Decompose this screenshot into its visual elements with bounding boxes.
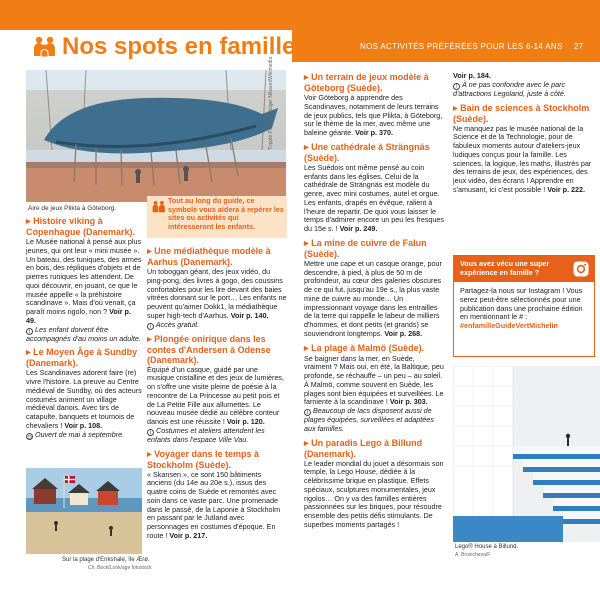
photo-lego-credit: A. Bruvicheva/F (455, 552, 491, 558)
photo-playground-credit: Tripple Pirelahn Holger Nilsson/Wikimedia (268, 56, 274, 150)
instagram-icon[interactable] (572, 260, 590, 278)
page-reference: Voir p. 108. (64, 420, 103, 430)
entry-note: Ouvert de mai à septembre. (35, 429, 125, 439)
entry-title: Une cathédrale à Strängnäs (Suède). (304, 141, 430, 163)
photo-beach-caption: Sur la plage d'Enkshale, île Ærø. (62, 557, 150, 563)
instagram-body (460, 287, 592, 331)
info-icon: i (147, 429, 154, 436)
entry-malmo: ▶ La plage à Malmö (Suède). Se baigner dans la mer, en Suède, vraiment ? Mais oui, en été, la Baltique, peu profonde, se réchauffe – un peu – au soleil. À Malmö, comme souvent en Suède, les plages sont bien équipées et surveillées. Le farniente à la scandinave ! Voir p. 303. i Beaucoup de lacs disposent aussi de plages équipées, surveillées et adaptées aux familles. (304, 342, 444, 433)
beach-illustration (26, 468, 142, 554)
entry-aarhus: ▶ Une médiathèque modèle à Aarhus (Danemark). Un toboggan géant, des jeux vidéo, du ping-pong, des livres à gogo, des coussins confortables pour les lire devant des baies vitrées donnant sur le port… Les enfants ne peuvent qu'aimer Dokk1, la médiathèque super high-tech d'Aarhus. Voir p. 140. i Accès gratuit. (147, 246, 287, 330)
running-head: NOS ACTIVITÉS PRÉFÉRÉES POUR LES 6-14 ANS (360, 42, 563, 51)
page-reference: Voir p. 370. (355, 128, 393, 137)
clock-icon: ◷ (27, 433, 32, 440)
entry-note: Beaucoup de lacs disposent aussi de plages équipées, surveillées et adaptées aux familles. (304, 406, 434, 433)
entry-body: Ne manquez pas le musée national de la Science et de la Technologie, pour de fabuleux moments autour d'ateliers-jeux ludiques conçus pour la famille. Les sciences, la logique, les maths, illustrés par des terrains de jeux, des expériences, des jeux vidéo, des écrans ! Apprendre en s'amusant, ici c'est possible ! (453, 123, 592, 194)
entry-title: Un terrain de jeux modèle à Göteborg (Suède). (304, 72, 429, 93)
entry-title: Un paradis Lego à Billund (Danemark). (304, 437, 423, 459)
entry-body: Un toboggan géant, des jeux vidéo, du ping-pong, des livres à gogo, des coussins confortables pour les lire devant des baies vitrées donnant sur le port… Les enfants ne peuvent qu'aimer Dokk1, la médiathèque super high-tech d'Aarhus. (147, 267, 287, 320)
info-icon: i (147, 323, 154, 330)
entry-body: Les Suédois ont même pensé au coin enfants dans les églises. Celui de la cathédrale de Strängnäs est modèle du genre, avec mini costumes, autel et orgue. Les enfants, drapés en évêque, ralient à l'heure de repartir. De quoi vous laisser le temps d'admirer encore un peu les fresques du 15e s. ! (304, 162, 445, 233)
callout-text: Tout au long du guide, ce symbole vous aidera à repérer les sites ou activités qui intéresseront les enfants. (168, 196, 284, 231)
family-icon (33, 36, 57, 58)
page-reference: Voir p. 120. (226, 417, 265, 426)
page-number: 27 (574, 42, 583, 51)
playground-illustration (26, 70, 286, 202)
entry-note: Accès gratuit. (155, 319, 200, 329)
entry-title: Histoire viking à Copenhague (Danemark). (26, 216, 136, 237)
column-1 (26, 216, 142, 444)
photo-playground (26, 70, 286, 202)
entry-falun: ▶ La mine de cuivre de Falun (Suède). Mettre une cape et un casque orange, pour descendre, à pied, à plus de 50 m de profondeur, au cœur des galeries obscures de ce qui fut, jusqu'au 19e s., la plus vaste mine de cuivre au monde… Un impressionnant voyage dans les entrailles de la terre qui rappelle le labeur de milliers d'hommes, et dont petits (et grands) se souviendront longtemps. Voir p. 268. (304, 237, 442, 338)
entry-title: Voyager dans le temps à Stockholm (Suède). (147, 448, 260, 470)
photo-lego-caption: Lego® House à Billund. (455, 544, 519, 550)
warning-icon: ! (453, 83, 460, 90)
lego-house-illustration (453, 366, 600, 542)
page-reference: Voir p. 222. (547, 184, 586, 194)
entry-copenhague: ▶ Histoire viking à Copenhague (Danemark). Le Musée national à pensé aux plus jeunes, qui ont leur « mini musée ». Un bateau, des tuniques, des armes en bois, des répliques d'objets et de pierres runiques les attendent. De quoi découvrir, en jouant, ce que le musée appelle « la préhistoire scandinave ». Mais d'où venait, ça paraît moins rigolo, non ? Voir p. 49. i Les enfant doivent être accompagnés d'au moins un adulte. (26, 216, 142, 343)
entry-note: Costumes et ateliers attendent les enfants dans l'espace Ville Vau. (147, 425, 265, 444)
page-title: Nos spots en famille (62, 33, 296, 60)
entry-stockholm-skansen: ▶ Voyager dans le temps à Stockholm (Suède). « Skansen », ce sont 150 bâtiments anciens (du 14e au 20e s.), issus des quatre coins de Suède et remontés avec soin dans ce vaste parc. Une promenade dans le passé, de la Laponie à Stockholm en passant par le Jutland avec personnages en costumes d'époque. En route ! Voir p. 217. (147, 448, 281, 540)
entry-note: Les enfant doivent être accompagnés d'au moins un adulte. (26, 324, 141, 343)
family-icon (152, 200, 166, 214)
page-reference: Voir p. 217. (169, 530, 208, 540)
page-reference: Voir p. 268. (384, 328, 423, 338)
page-reference: Voir p. 184. (453, 71, 491, 80)
page-reference: Voir p. 249. (339, 224, 378, 233)
photo-lego-house (453, 366, 600, 542)
entry-body: Voir Göteborg à apprendre des Scandinaves, notamment de leurs terrains de jeux publics, tels que Plikta, à Göteborg, sur le thème de la mer, avec même une baleine géante. (304, 93, 443, 137)
entry-body: « Skansen », ce sont 150 bâtiments anciens (du 14e au 20e s.), issus des quatre coins de Suède et remontés avec soin dans ce vaste parc. Une promenade dans le passé, de la Laponie à Stockholm en passant par le Jutland avec personnages en costumes d'époque. En route ! (147, 469, 281, 540)
photo-playground-caption: Aire de jeux Plikta à Göteborg. (28, 205, 117, 212)
entry-body: Les Scandinaves adorent faire (re) vivre l'histoire. La preuve au Centre médiéval de Sundby, où des acteurs costumés animent un village médiéval danois. Avec tirs de catapulte, banquets et tournois de chevaliers ! (26, 368, 142, 430)
entry-body: Le Musée national à pensé aux plus jeunes, qui ont leur « mini musée ». Un bateau, des tuniques, des armes en bois, des répliques d'objets et de pierres runiques les attendent. De quoi découvrir, en jouant, ce que le musée appelle « la préhistoire scandinave ». Mais d'où venait, ça paraît moins rigolo, non ? (26, 237, 142, 316)
entry-title: Une médiathèque modèle à Aarhus (Danemark). (147, 246, 271, 267)
entry-title: Plongée onirique dans les contes d'Andersen à Odense (Danemark). (147, 333, 271, 365)
entry-title: La plage à Malmö (Suède). (311, 342, 425, 353)
page-reference: Voir p. 140. (230, 310, 269, 320)
instagram-box (453, 255, 595, 357)
instagram-title: Vous avez vécu une super expérience en famille ? (460, 259, 550, 277)
entry-title: La mine de cuivre de Falun (Suède). (304, 237, 427, 259)
column-2 (147, 246, 287, 545)
entry-body: Le leader mondial du jouet a désormais son temple, la Lego House, dédiée à la célébrissime brique en plastique. Effets spéciaux, sculptures monumentales, jeux rigolos… On y va des familles entières passionnées sur les briques, pour résoudre ensemble des petits défis stimulants. De superbes moments partagés ! (304, 458, 444, 529)
info-icon: i (304, 409, 311, 416)
column-3 (304, 72, 444, 534)
entry-billund: ▶ Un paradis Lego à Billund (Danemark). Le leader mondial du jouet a désormais son temple, la Lego House, dédiée à la célébrissime brique en plastique. Effets spéciaux, sculptures monumentales, jeux rigolos… On y va des familles entières passionnées sur les briques, pour résoudre ensemble des petits défis stimulants. De superbes moments partagés ! (304, 437, 444, 529)
info-icon: i (26, 328, 33, 335)
entry-strangnas: ▶ Une cathédrale à Strängnäs (Suède). Les Suédois ont même pensé au coin enfants dans les églises. Celui de la cathédrale de Strängnäs est modèle du genre, avec mini costumes, autel et orgue. Les enfants, drapés en évêque, ralient à l'heure de repartir. De quoi vous laisser le temps d'admirer encore un peu les fresques du 15e s. ! Voir p. 249. (304, 141, 445, 233)
entry-odense: ▶ Plongée onirique dans les contes d'Andersen à Odense (Danemark). Équipé d'un casque, guidé par une musique cristalline et des jeux de lumières, on s'offre une visite pleine de poésie à la rencontre de La Princesse au petit pois et de La Petite Fille aux allumettes. Le nouveau musée dédié au célèbre conteur danois est une réussite ! Voir p. 120. i Costumes et ateliers attendent les enfants dans l'espace Ville Vau. (147, 333, 285, 444)
instagram-text: Partagez-la nous sur Instagram ! Vous serez peut-être sélectionnés pour une publication dans une prochaine édition en mentionnant le # : (460, 286, 583, 322)
page-reference: Voir p. 303. (389, 397, 428, 407)
entry-goteborg: ▶ Un terrain de jeux modèle à Göteborg (Suède). Voir Göteborg à apprendre des Scandinaves, notamment de leurs terrains de jeux publics, tels que Plikta, à Göteborg, sur le thème de la mer, avec même une baleine géante. Voir p. 370. (304, 72, 443, 137)
photo-beach-credit: Ch. Bock/Look/age fotostock (88, 565, 152, 571)
entry-body: Équipé d'un casque, guidé par une musique cristalline et des jeux de lumières, on s'offre une visite pleine de poésie à la rencontre de La Princesse au petit pois et de La Petite Fille aux allumettes. Le nouveau musée dédié au célèbre conteur danois est une réussite ! (147, 364, 285, 426)
entry-body: Se baigner dans la mer, en Suède, vraiment ? Mais oui, en été, la Baltique, peu profonde, se réchauffe – un peu – au soleil. À Malmö, comme souvent en Suède, les plages sont bien équipées et surveillées. Le farniente à la scandinave ! (304, 353, 444, 407)
entry-title: Le Moyen Âge à Sundby (Danemark). (26, 347, 138, 369)
entry-stockholm-science: ▶ Bain de sciences à Stockholm (Suède). Ne manquez pas le musée national de la Science et de la Technologie, pour de fabuleux moments autour d'ateliers-jeux ludiques conçus pour la famille. Les sciences, la logique, les maths, illustrés par des terrains de jeux, des expériences, des jeux vidéo, des écrans ! Apprendre en s'amusant, ici c'est possible ! Voir p. 222. (453, 102, 592, 194)
column-4 (453, 72, 595, 199)
entry-sundby: ▶ Le Moyen Âge à Sundby (Danemark). Les Scandinaves adorent faire (re) vivre l'histoire. La preuve au Centre médiéval de Sundby, où des acteurs costumés animent un village médiéval danois. Avec tirs de catapulte, banquets et tournois de chevaliers ! Voir p. 108. ◷ Ouvert de mai à septembre. (26, 347, 142, 440)
entry-billund-continued (453, 72, 595, 99)
instagram-hashtag[interactable]: #enfamilleGuideVertMichelin (460, 321, 558, 331)
photo-beach (26, 468, 142, 554)
entry-body: Mettre une cape et un casque orange, pour descendre, à pied, à plus de 50 m de profondeur, au cœur des galeries obscures de ce qui fut, jusqu'au 19e s., la plus vaste mine de cuivre au monde… Un impressionnant voyage dans les entrailles de la terre qui rappelle le labeur de milliers d'hommes, et dont petits (et grands) se souviendront longtemps. (304, 258, 442, 338)
entry-note: À ne pas confondre avec le parc d'attractions Legoland, juste à côté. (453, 79, 566, 98)
entry-title: Bain de sciences à Stockholm (Suède). (453, 102, 590, 124)
page-reference: Voir p. 49. (26, 307, 131, 325)
